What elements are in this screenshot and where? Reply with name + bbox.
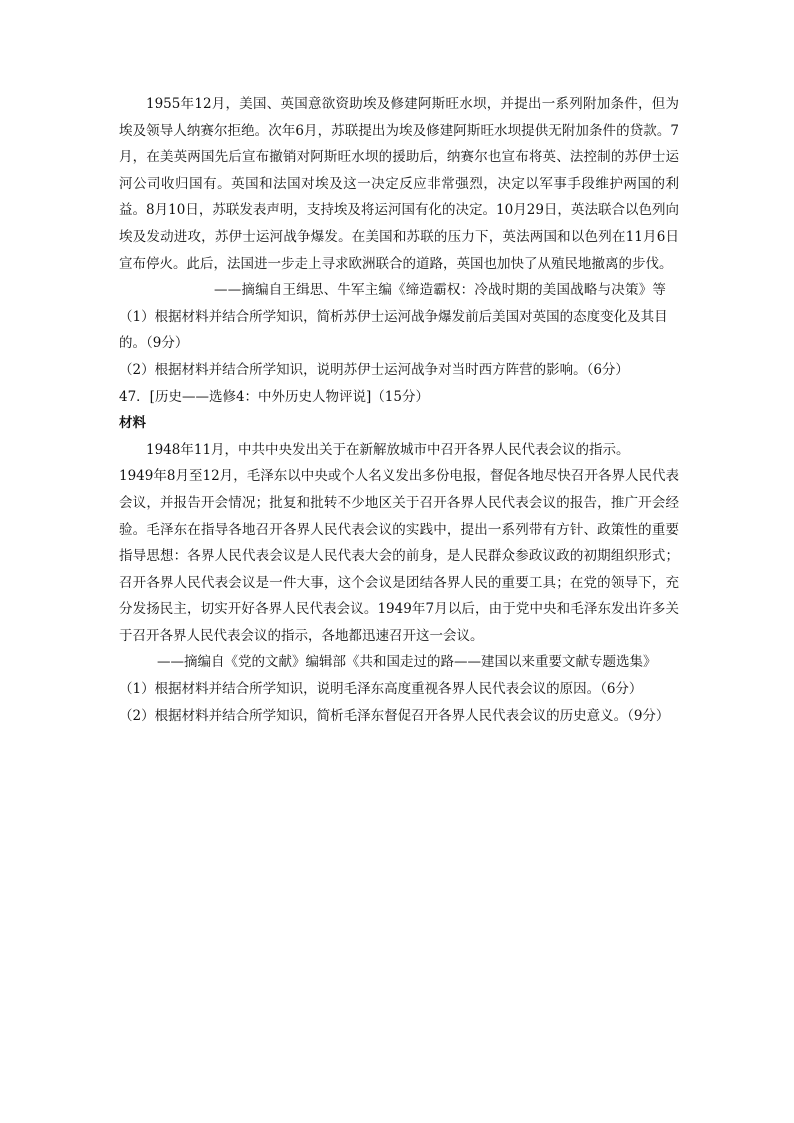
question-47-title: 47．[历史——选修4：中外历史人物评说]（15分） — [119, 388, 429, 405]
passage-suez-body: 1955年12月，美国、英国意欲资助埃及修建阿斯旺水坝，并提出一系列附加条件，但为埃及领导人纳赛尔拒绝。次年6月，苏联提出为埃及修建阿斯旺水坝提供无附加条件的贷款。7月，在美英两国先后宣布撤销对阿斯旺水坝的援助后，纳赛尔也宣布将英、法控制的苏伊士运河公司收归国有。英国和法国对埃及这一决定反应非常强烈，决定以军事手段维护两国的利益。8月10日，苏联发表声明，支持埃及将运河国有化的决定。10月29日，英法联合以色列向埃及发动进攻，苏伊士运河战争爆发。在美国和苏联的压力下，英法两国和以色列在11月6日宣布停火。此后，法国进一步走上寻求欧洲联合的道路，英国也加快了从殖民地撤离的步伐。 — [119, 96, 679, 272]
material-body-1948: 1948年11月，中共中央发出关于在新解放城市中召开各界人民代表会议的指示。 — [146, 441, 630, 458]
question-46-1: （1）根据材料并结合所学知识，简析苏伊士运河战争爆发前后美国对英国的态度变化及其目的。（9分） — [119, 308, 668, 352]
question-46-2: （2）根据材料并结合所学知识，说明苏伊士运河战争对当时西方阵营的影响。（6分） — [119, 361, 629, 378]
material-body-1949: 1949年8月至12月，毛泽东以中央或个人名义发出多份电报，督促各地尽快召开各界人民代表会议，并报告开会情况；批复和批转不少地区关于召开各界人民代表会议的报告，推广开会经验。毛泽东在指导各地召开各界人民代表会议的实践中，提出一系列带有方针、政策性的重要指导思想：各界人民代表会议是人民代表大会的前身，是人民群众参政议政的初期组织形式；召开各界人民代表会议是一件大事，这个会议是团结各界人民的重要工具；在党的领导下，充分发扬民主，切实开好各界人民代表会议。1949年7月以后，由于党中央和毛泽东发出许多关于召开各界人民代表会议的指示，各地都迅速召开这一会议。 — [119, 468, 679, 644]
question-47-1: （1）根据材料并结合所学知识，说明毛泽东高度重视各界人民代表会议的原因。（6分） — [119, 681, 643, 698]
material-source: ——摘编自《党的文献》编辑部《共和国走过的路——建国以来重要文献专题选集》 — [157, 654, 657, 671]
material-heading: 材料 — [119, 415, 146, 432]
document-page — [119, 91, 679, 729]
question-47-2: （2）根据材料并结合所学知识，简析毛泽东督促召开各界人民代表会议的历史意义。（9分） — [119, 707, 670, 724]
passage-suez-source: ——摘编自王缉思、牛军主编《缔造霸权：冷战时期的美国战略与决策》等 — [214, 282, 667, 299]
